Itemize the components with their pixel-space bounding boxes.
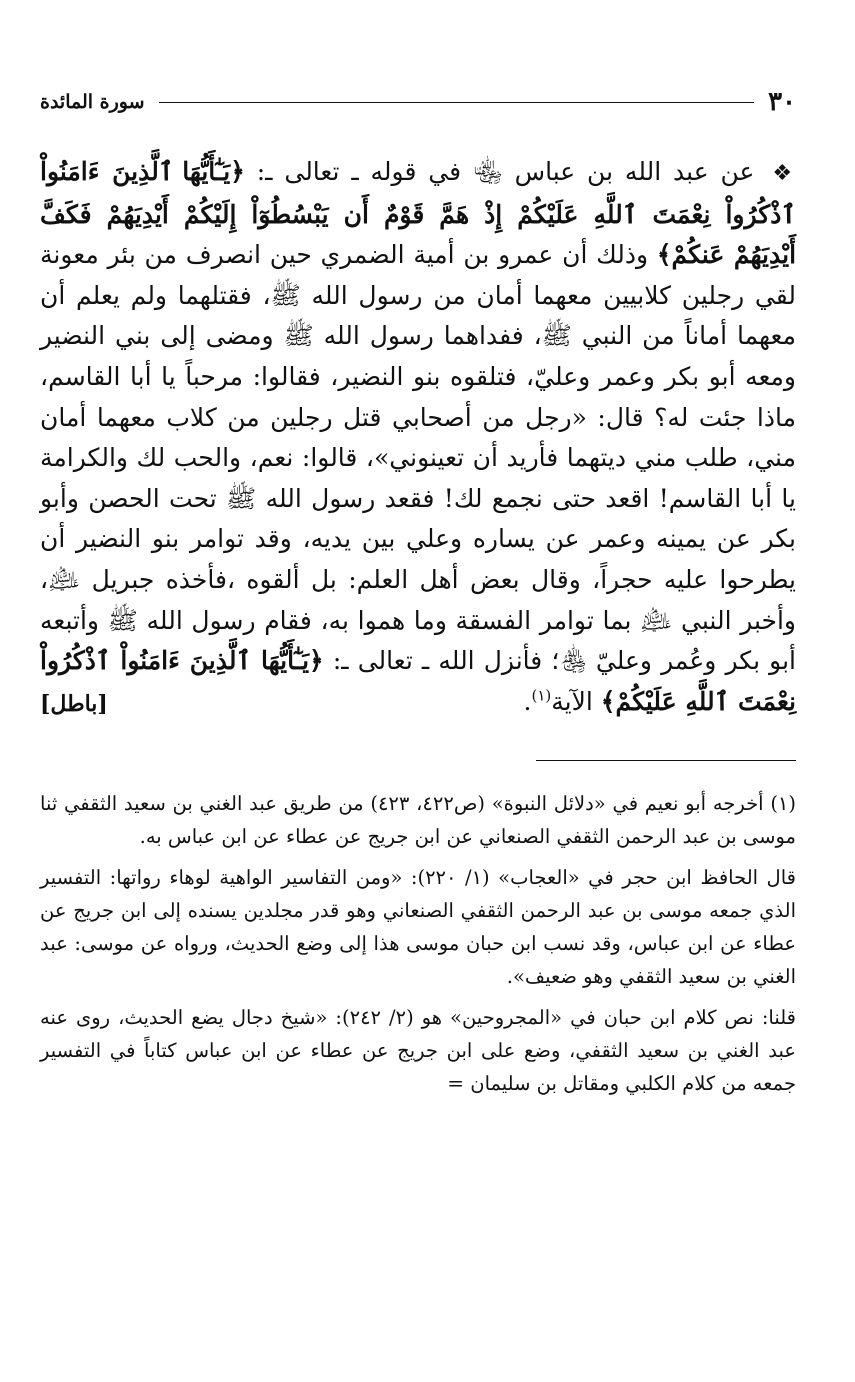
ending-dot: .: [523, 686, 532, 716]
footnote-p2-text: قال الحافظ ابن حجر في «العجاب» (١/ ٢٢٠): «ومن التفاسير الواهية لوهاء رواتها: التفسير الذي جمعه موسى بن عبد الرحمن الثقفي الصنعاني وهو قدر مجلدين يسنده إلى ابن جريج عن عطاء عن ابن عباس، وقد نسب ابن حبان موسى هذا إلى وضع الحديث، ورواه عن موسى: عبد الغني بن سعيد الثقفي وهو ضعيف».: [40, 866, 796, 989]
footnote-ref: (١): [531, 686, 552, 705]
verdict-label: [باطل]: [40, 690, 108, 717]
quran-verse-2: ﴿يَـٰٓأَيُّهَا ٱلَّذِينَ ءَامَنُواْ ٱذْكُرُواْ نِعْمَتَ ٱللَّهِ عَلَيْكُمْ﴾: [40, 646, 796, 716]
ending-text: الآية: [551, 686, 593, 716]
main-text: [40, 152, 796, 722]
surah-name: سورة المائدة: [40, 91, 145, 113]
footnote-1-mark: (١): [770, 792, 797, 816]
quran-verse-1: ﴿يَـٰٓأَيُّهَا ٱلَّذِينَ ءَامَنُواْ ٱذْكُرُواْ نِعْمَتَ ٱللَّهِ عَلَيْكُمْ إِذْ هَمَّ قَوْمٌ أَن يَبْسُطُوٓاْ إِلَيْكُمْ أَيْدِيَهُمْ فَكَفَّ أَيْدِيَهُمْ عَنكُمْ﴾: [40, 157, 797, 270]
narration-body: وذلك أن عمرو بن أمية الضمري حين انصرف من بئر معونة لقي رجلين كلابيين معهما أمان من رسول الله ﷺ، فقتلهما ولم يعلم أن معهما أماناً من النبي ﷺ، ففداهما رسول الله ﷺ ومضى إلى بني النضير ومعه أبو بكر وعمر وعليّ، فتلقوه بنو النضير، فقالوا: مرحباً يا أبا القاسم، ماذا جئت له؟ قال: «رجل من أصحابي قتل رجلين من كلاب معهما أمان مني، طلب مني ديتهما فأريد أن تعينوني»، قالوا: نعم، والحب لك والكرامة يا أبا القاسم! اقعد حتى نجمع لك! فقعد رسول الله ﷺ تحت الحصن وأبو بكر عن يمينه وعمر عن يساره وعلي بين يديه، وقد توامر بنو النضير أن يطرحوا عليه حجراً، وقال بعض أهل العلم: بل ألقوه ،فأخذه جبريل ﵇، وأخبر النبي ﵇ بما توامر الفسقة وما هموا به، فقام رسول الله ﷺ وأتبعه أبو بكر وعُمر وعليّ ﵃؛ فأنزل الله ـ تعالى ـ:: [40, 240, 796, 676]
header-rule: [159, 102, 755, 103]
continuation-mark: =: [447, 1071, 465, 1096]
footnotes: [40, 787, 796, 1100]
page-number: ٣٠: [768, 87, 796, 117]
footnote-paragraph-2: [40, 861, 796, 993]
footnote-paragraph-3: [40, 1001, 796, 1100]
bullet-icon: ❖: [772, 161, 796, 186]
footnote-1-text: أخرجه أبو نعيم في «دلائل النبوة» (ص٤٢٢، ٤٢٣) من طريق عبد الغني بن سعيد الثقفي ثنا موسى بن عبد الرحمن الثقفي الصنعاني عن ابن جريج عن عطاء عن ابن عباس به.: [40, 792, 796, 849]
book-page: [40, 82, 796, 1108]
footnote-1: [40, 787, 796, 853]
page-header: [40, 82, 796, 122]
intro-text: عن عبد الله بن عباس ﵄ في قوله ـ تعالى ـ:: [256, 157, 755, 186]
footnote-p3-text: قلنا: نص كلام ابن حبان في «المجروحين» هو (٢/ ٢٤٢): «شيخ دجال يضع الحديث، روى عنه عبد الغني بن سعيد الثقفي، وضع على ابن جريج عن عطاء عن ابن عباس كتاباً في التفسير جمعه من كلام الكلبي ومقاتل بن سليمان: [40, 1006, 796, 1096]
footnote-separator: [536, 760, 796, 761]
